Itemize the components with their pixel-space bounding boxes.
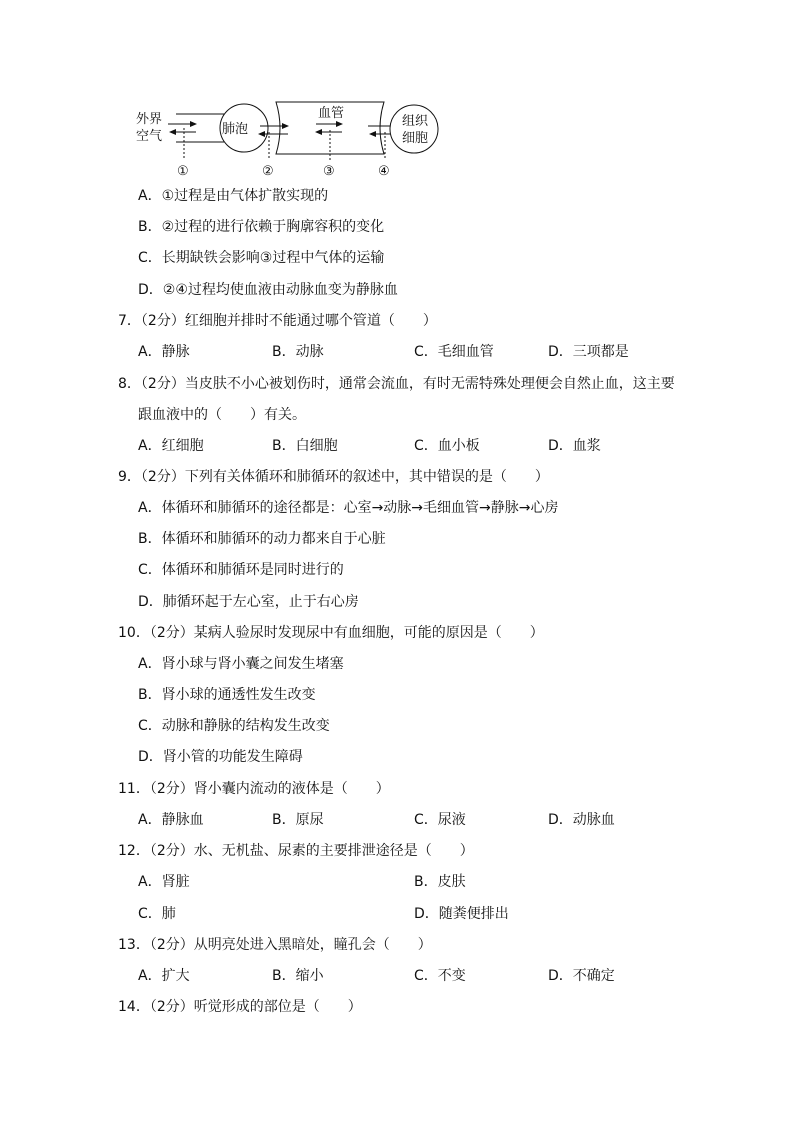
q8-option-c: C．血小板	[414, 438, 480, 454]
q14-stem: 14．（2分）听觉形成的部位是（ ）	[118, 999, 362, 1015]
q8-stem-line-1: 8．（2分）当皮肤不小心被划伤时，通常会流血，有时无需特殊处理便会自然止血，这主要	[118, 376, 675, 392]
outer-air-label-2: 空气	[136, 129, 163, 144]
q8-option-b: B．白细胞	[272, 438, 338, 454]
q8-option-d: D．血浆	[548, 438, 601, 454]
q11-option-c: C．尿液	[414, 812, 466, 828]
q7-option-b: B．动脉	[272, 344, 324, 360]
q10-option-d: D．肾小管的功能发生障碍	[138, 749, 303, 765]
q6-option-c: C．长期缺铁会影响③过程中气体的运输	[138, 250, 385, 266]
q13-stem: 13．（2分）从明亮处进入黑暗处，瞳孔会（ ）	[118, 937, 432, 953]
q9-option-c: C．体循环和肺循环是同时进行的	[138, 562, 344, 578]
q11-option-a: A．静脉血	[138, 812, 204, 828]
q6-option-d: D．②④过程均使血液由动脉血变为静脉血	[138, 282, 398, 298]
q7-option-d: D．三项都是	[548, 344, 629, 360]
q13-option-d: D．不确定	[548, 968, 615, 984]
alveolus-label: 肺泡	[222, 122, 249, 137]
q12-option-a: A．肾脏	[138, 874, 190, 890]
q9-option-b: B．体循环和肺循环的动力都来自于心脏	[138, 531, 386, 547]
marker-2: ②	[262, 164, 274, 179]
q10-option-c: C．动脉和静脉的结构发生改变	[138, 718, 330, 734]
marker-1: ①	[177, 164, 189, 179]
q10-option-b: B．肾小球的通透性发生改变	[138, 687, 316, 703]
q12-stem: 12．（2分）水、无机盐、尿素的主要排泄途径是（ ）	[118, 843, 474, 859]
q6-option-a: A．①过程是由气体扩散实现的	[138, 188, 329, 204]
q11-stem: 11．（2分）肾小囊内流动的液体是（ ）	[118, 781, 390, 797]
marker-4: ④	[378, 164, 390, 179]
q13-option-a: A．扩大	[138, 968, 190, 984]
tissue-cell-label-1: 组织	[402, 114, 429, 129]
q11-option-b: B．原尿	[272, 812, 324, 828]
q13-option-b: B．缩小	[272, 968, 324, 984]
q11-option-d: D．动脉血	[548, 812, 615, 828]
q9-option-a: A．体循环和肺循环的途径都是：心室→动脉→毛细血管→静脉→心房	[138, 500, 559, 516]
marker-3: ③	[323, 164, 335, 179]
outer-air-label-1: 外界	[136, 112, 163, 127]
tissue-cell-label-2: 细胞	[402, 131, 429, 146]
q6-option-b: B．②过程的进行依赖于胸廓容积的变化	[138, 219, 385, 235]
q12-option-d: D．随粪便排出	[414, 906, 509, 922]
vessel-label: 血管	[318, 106, 345, 121]
q9-stem: 9．（2分）下列有关体循环和肺循环的叙述中，其中错误的是（ ）	[118, 469, 549, 485]
q10-stem: 10．（2分）某病人验尿时发现尿中有血细胞，可能的原因是（ ）	[118, 625, 544, 641]
gas-exchange-svg	[132, 98, 452, 180]
q10-option-a: A．肾小球与肾小囊之间发生堵塞	[138, 656, 344, 672]
q9-option-d: D．肺循环起于左心室，止于右心房	[138, 594, 359, 610]
q8-option-a: A．红细胞	[138, 438, 204, 454]
q8-stem-line-2: 跟血液中的（ ）有关。	[138, 407, 306, 423]
q12-option-c: C．肺	[138, 906, 176, 922]
q7-option-a: A．静脉	[138, 344, 190, 360]
q7-stem: 7．（2分）红细胞并排时不能通过哪个管道（ ）	[118, 313, 437, 329]
gas-exchange-diagram	[132, 98, 452, 180]
q13-option-c: C．不变	[414, 968, 466, 984]
q7-option-c: C．毛细血管	[414, 344, 494, 360]
q12-option-b: B．皮肤	[414, 874, 466, 890]
